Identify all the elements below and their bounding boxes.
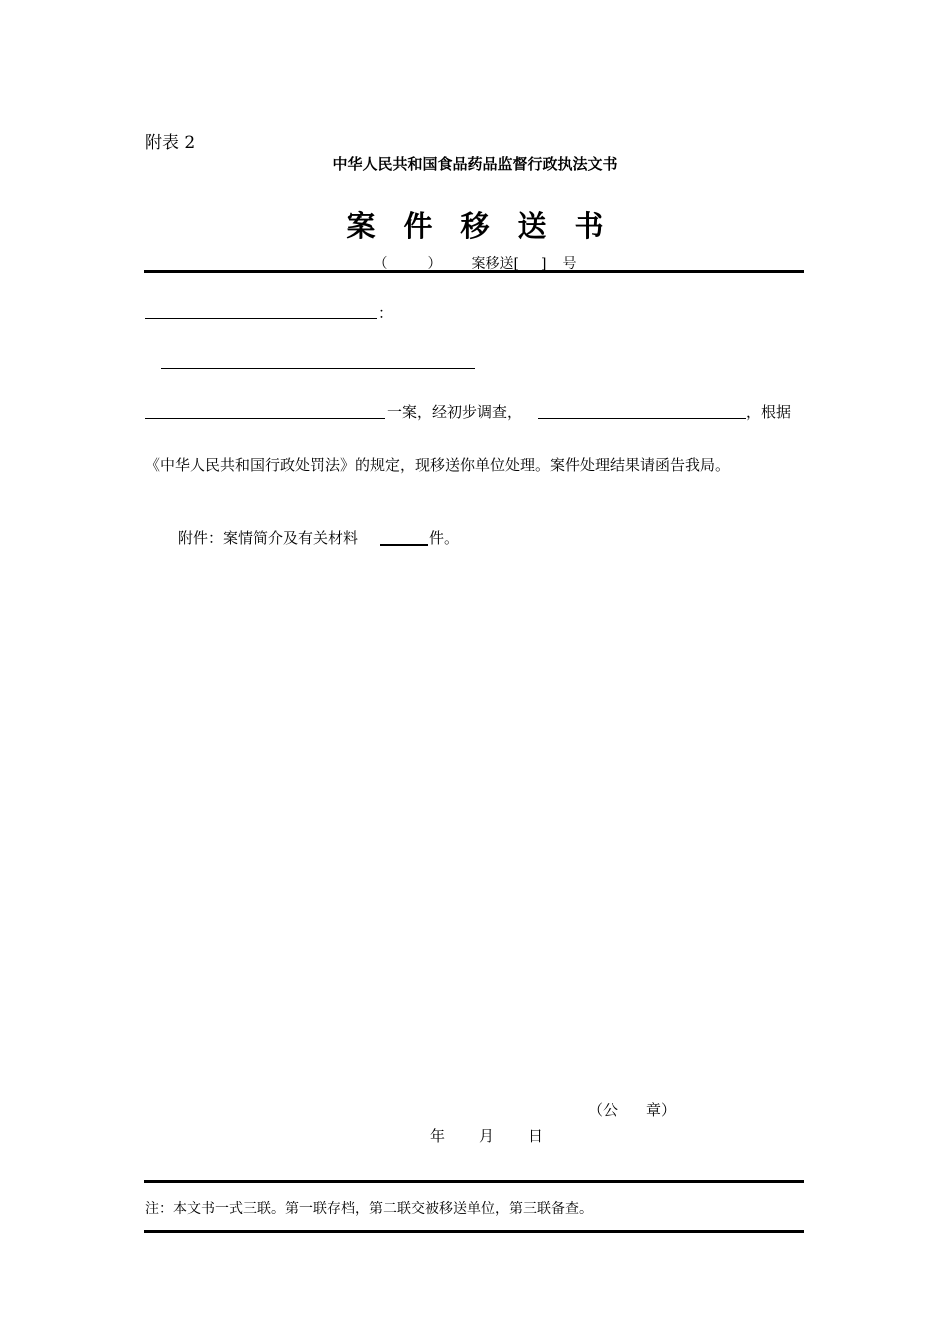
date-line: [430, 1125, 543, 1146]
referral-paragraph: 《中华人民共和国行政处罚法》的规定，现移送你单位处理。案件处理结果请函告我局。: [145, 456, 731, 474]
doc-number-prefix: 案移送[: [471, 256, 519, 272]
seal-open: （公: [588, 1101, 619, 1119]
date-day: 日: [528, 1127, 544, 1145]
attachment-suffix: 件。: [429, 529, 460, 547]
header-rule: [144, 270, 804, 273]
party-blank[interactable]: [161, 368, 475, 369]
official-seal-label: [588, 1099, 676, 1120]
date-year: 年: [430, 1127, 446, 1145]
annex-label: 附表 2: [145, 133, 196, 153]
agency-header: 中华人民共和国食品药品监督行政执法文书: [332, 155, 618, 173]
footer-top-rule: [144, 1180, 804, 1183]
document-title: 案件移送书: [346, 209, 632, 243]
attachment-count-blank[interactable]: [380, 544, 428, 546]
doc-number-suffix: 号: [562, 256, 577, 272]
doc-number-bracket-close: ]: [541, 256, 547, 272]
basis-text: ，根据: [746, 403, 792, 421]
seal-close: 章）: [646, 1101, 677, 1119]
recipient-blank[interactable]: [145, 318, 377, 319]
footer-bottom-rule: [144, 1230, 804, 1233]
case-suffix-text: 一案，经初步调查，: [387, 403, 523, 421]
finding-blank[interactable]: [538, 418, 746, 419]
doc-number-close-paren: ）: [427, 256, 442, 272]
doc-number-open-paren: （: [373, 256, 388, 272]
recipient-colon: ：: [378, 304, 394, 322]
footer-note: 注：本文书一式三联。第一联存档，第二联交被移送单位，第三联备查。: [145, 1201, 593, 1217]
date-month: 月: [479, 1127, 495, 1145]
attachment-prefix: 附件：案情简介及有关材料: [178, 529, 359, 547]
case-name-blank[interactable]: [145, 418, 385, 419]
